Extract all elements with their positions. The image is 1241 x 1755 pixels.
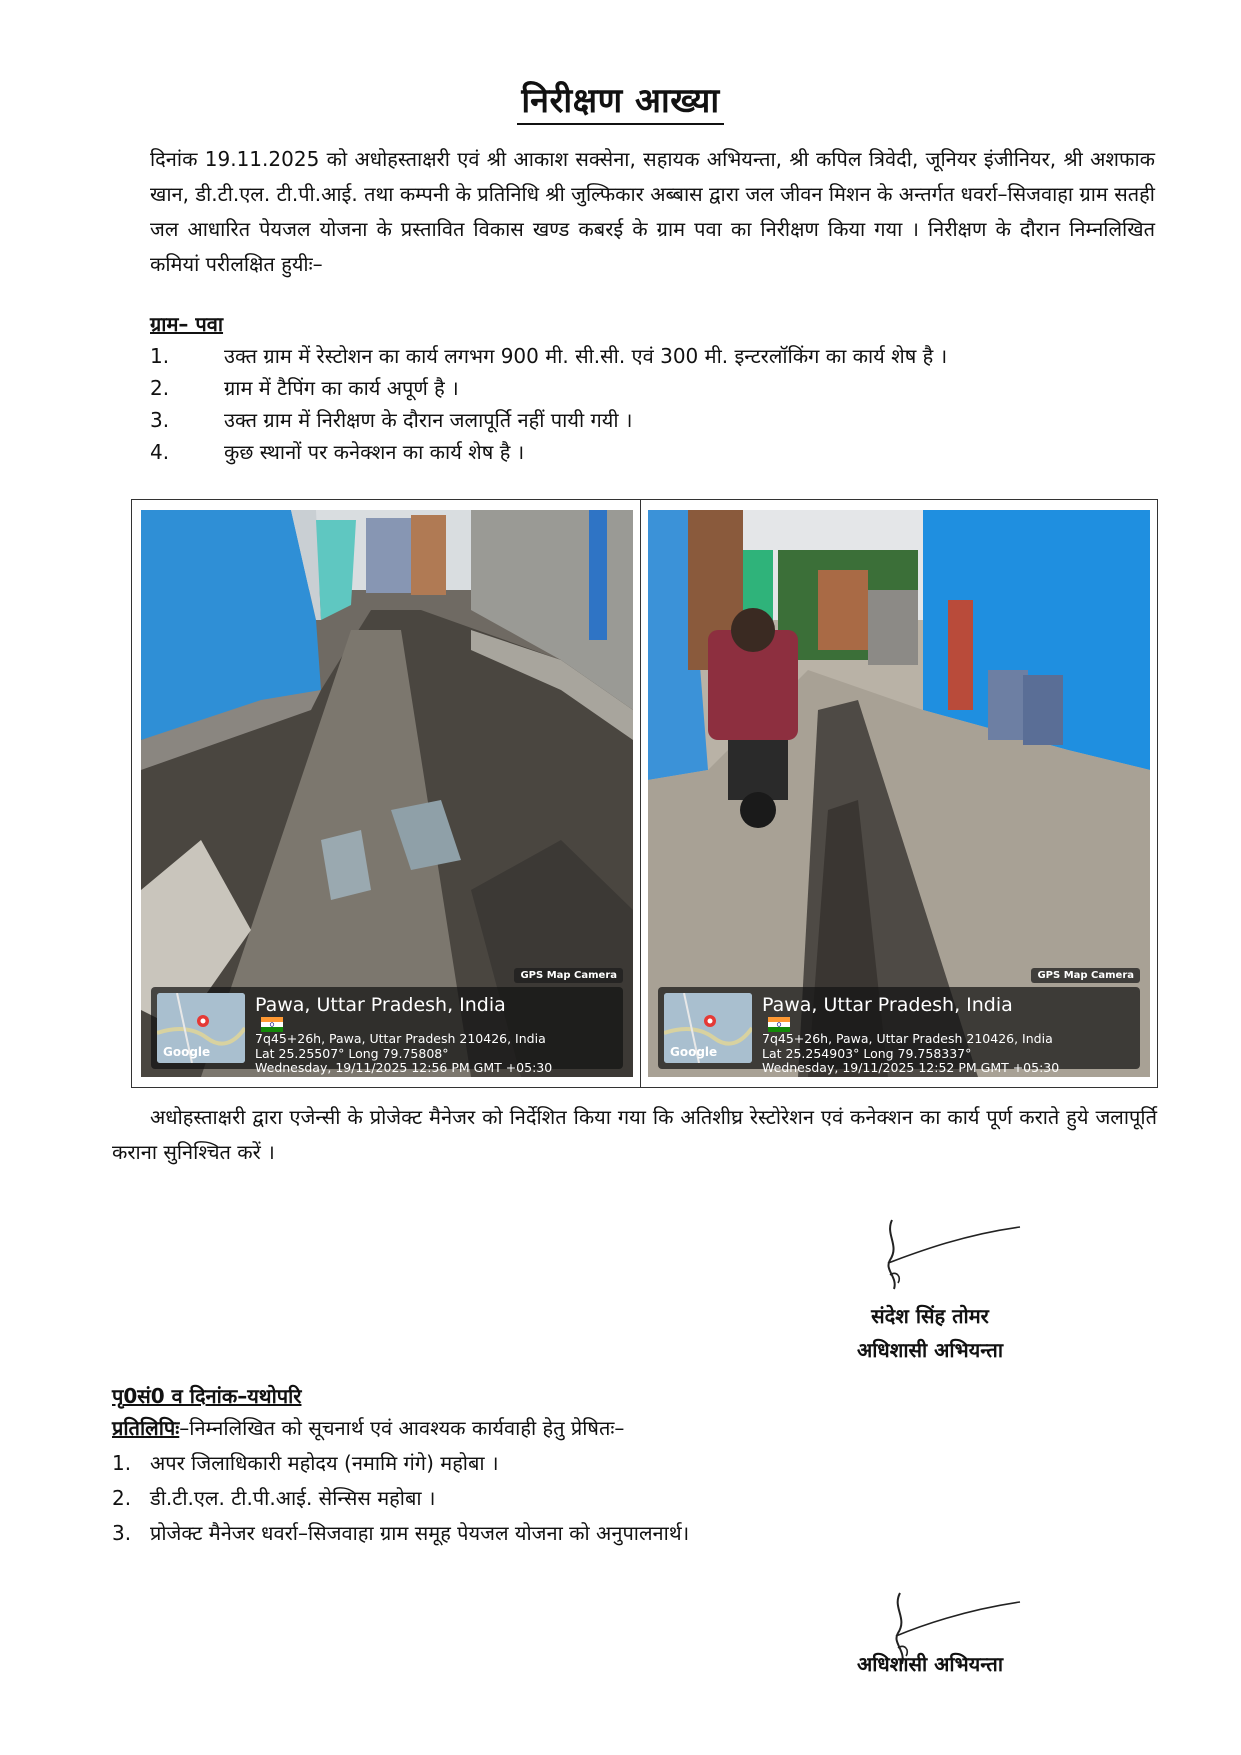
gps-datetime: Wednesday, 19/11/2025 12:56 PM GMT +05:30	[255, 1060, 553, 1075]
copy-to-line	[112, 1414, 624, 1441]
gps-latlong: Lat 25.25507° Long 79.75808°	[255, 1045, 449, 1061]
gps-address: 7q45+26h, Pawa, Uttar Pradesh 210426, India	[762, 1031, 1053, 1046]
gps-camera-badge: GPS Map Camera	[514, 968, 623, 983]
map-thumbnail	[664, 993, 752, 1063]
google-label: Google	[163, 1045, 211, 1059]
map-thumbnail	[157, 993, 245, 1063]
directive-paragraph: अधोहस्ताक्षरी द्वारा एजेन्सी के प्रोजेक्ट मैनेजर को निर्देशित किया गया कि अतिशीघ्र रेस्टोरेशन एवं कनेक्शन का कार्य पूर्ण कराते हुये जलापूर्ति कराना सुनिश्चित करें ।	[112, 1105, 1157, 1164]
observation-list	[150, 340, 1160, 468]
gps-place: Pawa, Uttar Pradesh, India	[762, 993, 1134, 1032]
intro-paragraph: दिनांक 19.11.2025 को अधोहस्ताक्षरी एवं श्री आकाश सक्सेना, सहायक अभियन्ता, श्री कपिल त्रिवेदी, जूनियर इंजीनियर, श्री अशफाक खान, डी.टी.एल. टी.पी.आई. तथा कम्पनी के प्रतिनिधि श्री जुल्फिकार अब्बास द्वारा जल जीवन मिशन के अन्तर्गत धवर्रा–सिजवाहा ग्राम सतही जल आधारित पेयजल योजना के प्रस्तावित विकास खण्ड कबरई के ग्राम पवा का निरीक्षण किया गया । निरीक्षण के दौरान निम्नलिखित कमियां परीलक्षित हुयीः–	[150, 147, 1155, 276]
site-photo-1	[141, 510, 633, 1077]
india-flag-icon	[261, 1017, 283, 1032]
gps-overlay	[658, 987, 1140, 1075]
copy-to-list	[112, 1446, 689, 1551]
copy-to-label: प्रतिलिपिः	[112, 1416, 180, 1440]
copy-to-text: –निम्नलिखित को सूचनार्थ एवं आवश्यक कार्यवाही हेतु प्रेषितः–	[179, 1416, 625, 1440]
final-designation: अधिशासी अभियन्ता	[856, 1652, 1004, 1676]
gps-camera-badge: GPS Map Camera	[1031, 968, 1140, 983]
photo-divider	[640, 499, 641, 1088]
gps-latlong: Lat 25.254903° Long 79.758337°	[762, 1045, 972, 1061]
india-flag-icon	[768, 1017, 790, 1032]
village-heading: ग्राम– पवा	[150, 312, 224, 336]
gps-text	[762, 993, 1134, 1076]
signature-icon	[880, 1215, 1030, 1295]
list-item: 2. डी.टी.एल. टी.पी.आई. सेन्सिस महोबा ।	[112, 1486, 436, 1510]
gps-text	[255, 993, 617, 1076]
google-label: Google	[670, 1045, 718, 1059]
gps-datetime: Wednesday, 19/11/2025 12:52 PM GMT +05:30	[762, 1060, 1060, 1075]
list-item: 2. ग्राम में टैपिंग का कार्य अपूर्ण है ।	[150, 376, 459, 400]
signatory-name: संदेश सिंह तोमर	[871, 1304, 989, 1328]
reference-line: पृ0सं0 व दिनांक–यथोपरि	[112, 1384, 302, 1408]
list-item: 4. कुछ स्थानों पर कनेक्शन का कार्य शेष है ।	[150, 440, 525, 464]
signatory-designation: अधिशासी अभियन्ता	[856, 1338, 1004, 1362]
site-photo-2	[648, 510, 1150, 1077]
list-item: 3. प्रोजेक्ट मैनेजर धवर्रा–सिजवाहा ग्राम समूह पेयजल योजना को अनुपालनार्थ।	[112, 1521, 690, 1545]
gps-overlay	[151, 987, 623, 1075]
document-title: निरीक्षण आख्या	[0, 76, 1241, 122]
list-item: 3. उक्त ग्राम में निरीक्षण के दौरान जलापूर्ति नहीं पायी गयी ।	[150, 408, 633, 432]
gps-address: 7q45+26h, Pawa, Uttar Pradesh 210426, India	[255, 1031, 546, 1046]
list-item: 1. अपर जिलाधिकारी महोदय (नमामि गंगे) महोबा ।	[112, 1451, 499, 1475]
list-item: 1. उक्त ग्राम में रेस्टोशन का कार्य लगभग 900 मी. सी.सी. एवं 300 मी. इन्टरलॉकिंग का कार्य शेष है ।	[150, 344, 948, 368]
gps-place: Pawa, Uttar Pradesh, India	[255, 993, 617, 1032]
